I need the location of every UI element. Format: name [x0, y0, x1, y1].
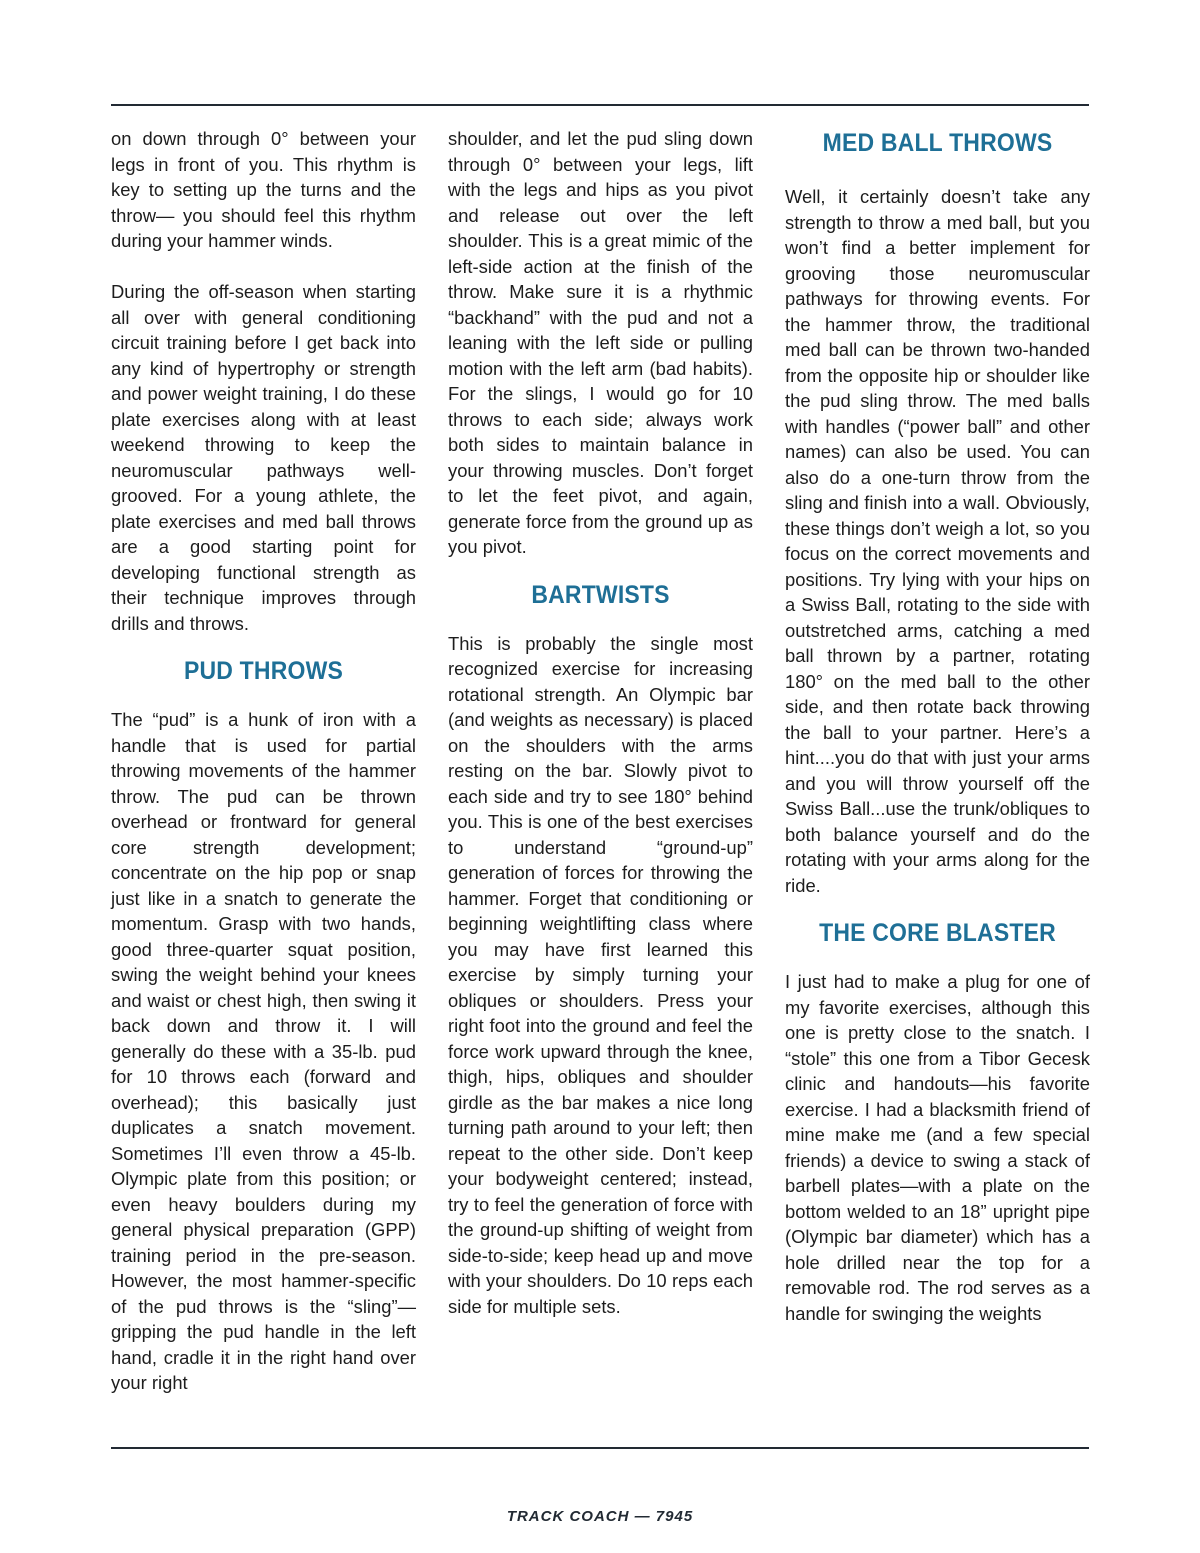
column-3 — [785, 126, 1090, 1326]
paragraph: During the off-season when starting all over with general conditioning circuit training before I get back into any kind of hypertrophy or strength and power weight training, I do these plate exercises along with at least weekend throwing to keep the neuromuscular pathways well-grooved. For a young athlete, the plate exercises and med ball throws are a good starting point for developing functional strength as their technique improves through drills and throws. — [111, 281, 416, 634]
paragraph: on down through 0° between your legs in front of you. This rhythm is key to setting up the turns and the throw— you should feel this rhythm during your hammer winds. — [111, 128, 416, 251]
paragraph: Well, it certainly doesn’t take any strength to throw a med ball, but you won’t find a better implement for grooving those neuromuscular pathways for throwing events. For the hammer throw, the traditional med ball can be thrown two-handed from the opposite hip or shoulder like the pud sling throw. The med balls with handles (“power ball” and other names) can also be used. You can also do a one-turn throw from the sling and finish into a wall. Obviously, these things don’t weigh a lot, so you focus on the correct movements and positions. Try lying with your hips on a Swiss Ball, rotating to the side with outstretched arms, catching a med ball thrown by a partner, rotating 180° on the med ball to the other side, and then rotate back throwing the ball to your partner. Here’s a hint....you do that with just your arms and you will throw yourself off the Swiss Ball...use the trunk/obliques to both balance yourself and do the rotating with your arms along for the ride. — [785, 186, 1090, 896]
bottom-rule — [111, 1447, 1089, 1449]
paragraph: This is probably the single most recognized exercise for increasing rotational strength. An Olympic bar (and weights as necessary) is placed on the shoulders with the arms resting on the bar. Slowly pivot to each side and try to see 180° behind you. This is one of the best exercises to understand “ground-up” generation of forces for throwing the hammer. Forget that conditioning or beginning weightlifting class where you may have first learned this exercise by simply turning your obliques or shoulders. Press your right foot into the ground and feel the force work upward through the knee, thigh, hips, obliques and shoulder girdle as the bar makes a nice long turning path around to your left; then repeat to the other side. Don’t keep your bodyweight centered; instead, try to feel the generation of force with the ground-up shifting of weight from side-to-side; keep head up and move with your shoulders. Do 10 reps each side for multiple sets. — [448, 632, 753, 1317]
paragraph: The “pud” is a hunk of iron with a handle that is used for partial throwing movements of the hammer throw. The pud can be thrown overhead or frontward for general core strength development; concentrate on the hip pop or snap just like in a snatch to generate the momentum. Grasp with two hands, good three-quarter squat position, swing the weight behind your knees and waist or chest high, then swing it back down and throw it. I will generally do these with a 35-lb. pud for 10 throws each (forward and overhead); this basically just duplicates a snatch movement. Sometimes I’ll even throw a 45-lb. Olympic plate from this position; or even heavy boulders during my general physical preparation (GPP) training period in the pre-season. However, the most hammer-specific of the pud throws is the “sling”—gripping the pud handle in the left hand, cradle it in the right hand over your right — [111, 709, 416, 1393]
column-1 — [111, 126, 416, 1396]
page-footer: TRACK COACH — 7945 — [506, 1508, 694, 1525]
column-2 — [448, 126, 753, 1319]
paragraph: I just had to make a plug for one of my favorite exercises, although this one is pretty close to the snatch. I “stole” this one from a Tibor Gecesk clinic and handouts—his favorite exercise. I had a blacksmith friend of mine make me (and a few special friends) a device to swing a stack of barbell plates—with a plate on the bottom welded to an 18” upright pipe (Olympic bar diameter) which has a hole drilled near the top for a removable rod. The rod serves as a handle for swinging the weights — [785, 971, 1090, 1324]
paragraph: shoulder, and let the pud sling down through 0° between your legs, lift with the legs and hips as you pivot and release out over the left shoulder. This is a great mimic of the left-side action at the finish of the throw. Make sure it is a rhythmic “backhand” with the pud and not a leaning with the left side or pulling motion with the left arm (bad habits). For the slings, I would go for 10 throws to each side; always work both sides to maintain balance in your throwing muscles. Don’t forget to let the feet pivot, and again, generate force from the ground up as you pivot. — [448, 128, 753, 557]
section-heading-pud-throws: PUD THROWS — [183, 657, 343, 685]
top-rule — [111, 104, 1089, 106]
section-heading-core-blaster: THE CORE BLASTER — [819, 919, 1056, 947]
section-heading-bartwists: BARTWISTS — [531, 580, 670, 609]
section-heading-med-ball-throws: MED BALL THROWS — [822, 129, 1053, 157]
